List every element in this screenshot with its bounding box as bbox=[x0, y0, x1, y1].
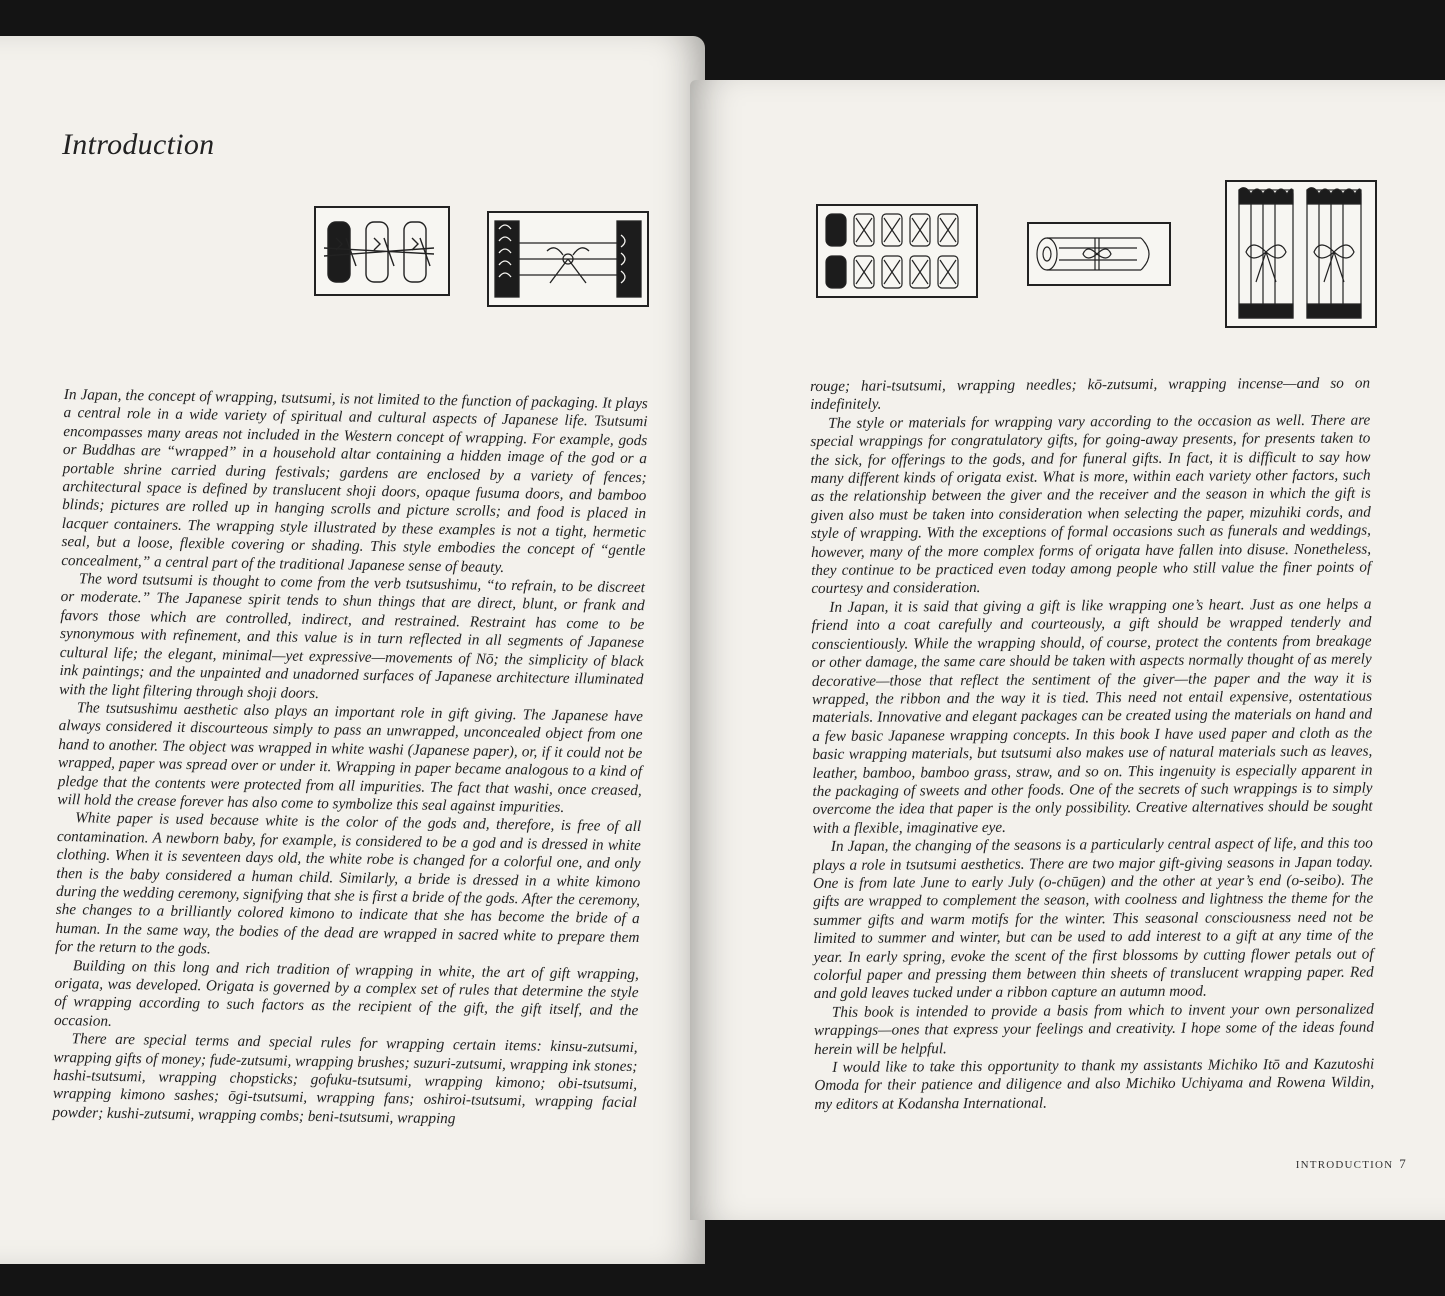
folio-label: INTRODUCTION bbox=[1295, 1159, 1394, 1171]
right-page bbox=[690, 80, 1445, 1220]
page-title: Introduction bbox=[62, 128, 215, 161]
paragraph: In Japan, the changing of the seasons is a particularly central aspect of life, and this too plays a role in tsutsumi aesthetics. There are two major gift-giving seasons in Japan today. One is from late June to early July (o-chūgen) and the other at year’s end (o-seibo). The gifts are wrapped to complement the season, with coolness and lightness the theme for the summer gifts and warm motifs for the winter. This seasonal consciousness need not be limited to summer and winter, but can be used to add interest to a gift at any time of the year. In early spring, evoke the scent of the first blossoms by cutting flower petals out of colorful paper and pressing them between thin sheets of translucent wrapping paper. Red and gold leaves tucked under a ribbon capture an autumn mood. bbox=[812, 834, 1374, 1003]
paragraph: rouge; hari-tsutsumi, wrapping needles; kō-zutsumi, wrapping incense—and so on indefinitely. bbox=[810, 374, 1371, 414]
page-number: 7 bbox=[1399, 1156, 1407, 1171]
paragraph: In Japan, the concept of wrapping, tsutsumi, is not limited to the function of packaging. It plays a central role in a wide variety of spiritual and cultural aspects of Japanese life. Tsutsumi encompasses many areas not included in the Western concept of wrapping. For example, gods or Buddhas are “wrapped” in a household altar containing a hidden image of the god or a portable shrine carried during festivals; gardens are enclosed by a variety of fences; architectural space is defined by translucent shoji doors, opaque fusuma doors, and bamboo blinds; pictures are rolled up in hanging scrolls and picture scrolls; and food is placed in lacquer containers. The wrapping style illustrated by these examples is not a tight, hermetic seal, but a loose, flexible covering or shading. This style embodies the concept of “gentle concealment,” a central part of the traditional Japanese sense of beauty. bbox=[61, 386, 648, 576]
folio bbox=[1296, 1156, 1407, 1172]
paragraph: There are special terms and special rules for wrapping certain items: kinsu-zutsumi, wrapping gifts of money; fude-zutsumi, wrapping brushes; suzuri-zutsumi, wrapping ink stones; hashi-tsutsumi, wrapping chopsticks; gofuku-tsutsumi, wrapping kimono; obi-tsutsumi, wrapping kimono sashes; ōgi-tsutsumi, wrapping fans; oshiroi-tsutsumi, wrapping facial powder; kushi-zutsumi, wrapping combs; beni-tsutsumi, wrapping bbox=[52, 1030, 638, 1128]
folded-packet-illustration bbox=[487, 211, 649, 307]
right-body-text bbox=[810, 375, 1374, 1115]
paragraph: The style or materials for wrapping vary according to the occasion as well. There are special wrappings for congratulatory gifts, for going-away presents, for presents taken to the sick, for offerings to the gods, and for funeral gifts. In fact, it is difficult to say how many different kinds of origata exist. What is more, within each variety other factors, such as the relationship between the giver and the receiver and the season in which the gift is given also must be taken into consideration when selecting the paper, mizuhiki cords, and style of wrapping. With the exceptions of formal occasions such as funerals and weddings, however, many of the more complex forms of origata have fallen into disuse. Nonetheless, they continue to be practiced even today among people who still value the finer points of courtesy and consideration. bbox=[810, 411, 1372, 598]
bundled-rolls-illustration bbox=[816, 204, 978, 298]
wrapped-rolls-illustration bbox=[314, 206, 450, 296]
paragraph: This book is intended to provide a basis from which to invent your own personalized wrappings—ones that express your feelings and creativity. I hope some of the ideas found herein will be helpful. bbox=[813, 1000, 1375, 1058]
paragraph: I would like to take this opportunity to thank my assistants Michiko Itō and Kazutoshi Omoda for their patience and diligence and also Michiko Uchiyama and Rowena Wildin, my editors at Kodansha International. bbox=[814, 1055, 1375, 1113]
left-body-text bbox=[52, 386, 647, 1131]
paragraph: In Japan, it is said that giving a gift is like wrapping one’s heart. Just as one helps a friend into a coat carefully and courteously, a gift should be wrapped tenderly and conscientiously. While the wrapping should, of course, protect the contents from breakage or other damage, the same care should be taken with aspects normally thought of as merely decorative—those that reflect the sentiment of the giver—the paper and the way it is wrapped, the ribbon and the way it is tied. This need not entail expensive, ostentatious materials. Innovative and elegant packages can be created using the materials on hand and a few basic Japanese wrapping concepts. In this book I have used paper and cloth as the basic wrapping materials, but tsutsumi also makes use of natural materials such as leaves, leather, bamboo, bamboo grass, straw, and so on. This ingenuity is especially apparent in the packaging of sweets and other foods. One of the secrets of such wrappings is to simply overcome the idea that paper is the only possibility. Creative alternatives should be sought with a flexible, imaginative eye. bbox=[811, 595, 1373, 837]
left-page bbox=[0, 36, 705, 1264]
paragraph: White paper is used because white is the color of the gods and, therefore, is free of all contamination. A newborn baby, for example, is considered to be a god and is dressed in white clothing. When it is seventeen days old, the white robe is changed for a colorful one, and only then is the baby considered a human child. Similarly, a bride is dressed in a white kimono during the wedding ceremony, signifying that she is first a bride of the gods. After the ceremony, she changes to a brilliantly colored kimono to indicate that she has become the bride of a human. In the same way, the bodies of the dead are wrapped in sacred white to prepare them for the return to the gods. bbox=[55, 809, 642, 958]
paragraph: The tsutsushimu aesthetic also plays an important role in gift giving. The Japanese have always considered it discourteous simply to pass an unwrapped, unconcealed object from one hand to another. The object was wrapped in white washi (Japanese paper), or, if it could not be wrapped, paper was spread over or under it. Wrapping in paper became analogous to a kind of pledge that the contents were protected from all impurities. The fact that washi, once creased, will hold the crease forever has also come to symbolize this seal against impurities. bbox=[57, 699, 644, 816]
paragraph: Building on this long and rich tradition of wrapping in white, the art of gift wrapping, origata, was developed. Origata is governed by a complex set of rules that determine the style of wrapping according to such factors as the recipient of the gift, the gift itself, and the occasion. bbox=[53, 956, 639, 1030]
tall-packages-illustration bbox=[1225, 180, 1377, 328]
paragraph: The word tsutsumi is thought to come from the verb tsutsushimu, “to refrain, to be discreet or moderate.” The Japanese spirit tends to shun things that are direct, blunt, or frank and favors those which are controlled, indirect, and restrained. Restraint has come to be synonymous with refinement, and this value is in turn reflected in all segments of Japanese cultural life; the elegant, minimal—yet expressive—movements of Nō; the simplicity of black ink paintings; and the unpainted and unadorned surfaces of Japanese architecture illuminated with the light filtering through shoji doors. bbox=[59, 570, 646, 702]
tied-scroll-illustration bbox=[1027, 222, 1171, 286]
